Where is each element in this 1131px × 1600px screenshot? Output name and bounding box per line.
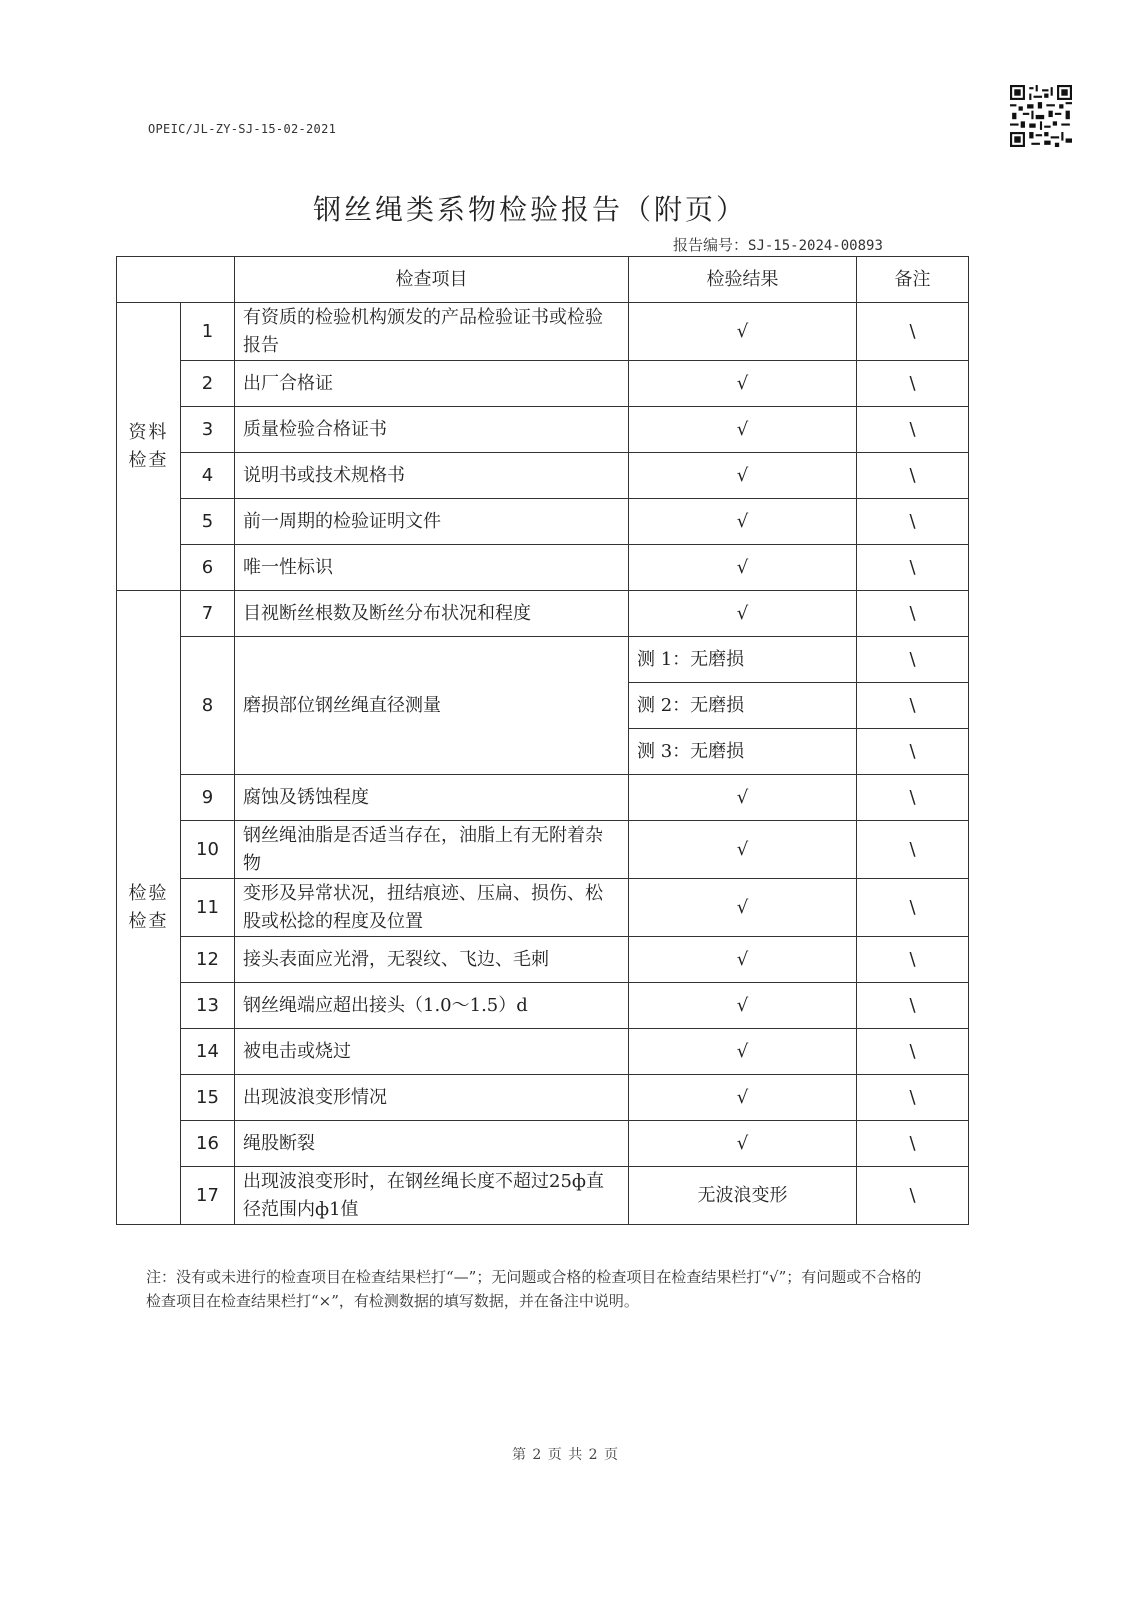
- table-row: [117, 937, 969, 983]
- header-item: 检查项目: [235, 257, 629, 303]
- row-result: √: [629, 453, 857, 499]
- row-remark: \: [857, 361, 969, 407]
- row-number: 8: [181, 637, 235, 775]
- row-item: 说明书或技术规格书: [235, 453, 629, 499]
- table-row: [117, 303, 969, 361]
- qr-code-icon: [1010, 85, 1072, 147]
- row-remark: \: [857, 545, 969, 591]
- row-result-measure-1: 测 1：无磨损: [629, 637, 857, 683]
- row-item: 钢丝绳端应超出接头（1.0～1.5）d: [235, 983, 629, 1029]
- table-row: [117, 545, 969, 591]
- row-remark: \: [857, 937, 969, 983]
- row-number: 1: [181, 303, 235, 361]
- row-number: 6: [181, 545, 235, 591]
- row-item: 有资质的检验机构颁发的产品检验证书或检验报告: [235, 303, 629, 361]
- row-result: √: [629, 361, 857, 407]
- row-remark: \: [857, 821, 969, 879]
- table-row: [117, 1029, 969, 1075]
- row-remark: \: [857, 1029, 969, 1075]
- row-item: 被电击或烧过: [235, 1029, 629, 1075]
- row-remark: \: [857, 1121, 969, 1167]
- row-number: 3: [181, 407, 235, 453]
- row-remark: \: [857, 407, 969, 453]
- row-result: √: [629, 775, 857, 821]
- row-result: √: [629, 821, 857, 879]
- table-row: [117, 499, 969, 545]
- row-result: √: [629, 1029, 857, 1075]
- row-remark: \: [857, 683, 969, 729]
- row-remark: \: [857, 499, 969, 545]
- row-number: 12: [181, 937, 235, 983]
- document-code: OPEIC/JL-ZY-SJ-15-02-2021: [148, 122, 337, 136]
- table-row: [117, 1167, 969, 1225]
- table-row: [117, 821, 969, 879]
- row-result: √: [629, 879, 857, 937]
- row-result: 无波浪变形: [629, 1167, 857, 1225]
- row-number: 15: [181, 1075, 235, 1121]
- document-title: 钢丝绳类系物检验报告（附页）: [312, 193, 747, 226]
- table-row: [117, 361, 969, 407]
- table-row: [117, 1075, 969, 1121]
- group-inspection: 检验检查: [117, 591, 181, 1225]
- row-result: √: [629, 983, 857, 1029]
- row-item: 变形及异常状况，扭结痕迹、压扁、损伤、松股或松捻的程度及位置: [235, 879, 629, 937]
- row-item: 前一周期的检验证明文件: [235, 499, 629, 545]
- row-result: √: [629, 1075, 857, 1121]
- row-number: 2: [181, 361, 235, 407]
- row-remark: \: [857, 879, 969, 937]
- row-result-measure-3: 测 3：无磨损: [629, 729, 857, 775]
- row-item: 接头表面应光滑，无裂纹、飞边、毛刺: [235, 937, 629, 983]
- report-number-label: 报告编号：: [673, 236, 749, 254]
- row-number: 14: [181, 1029, 235, 1075]
- row-result: √: [629, 407, 857, 453]
- table-row: [117, 775, 969, 821]
- row-remark: \: [857, 637, 969, 683]
- row-remark: \: [857, 303, 969, 361]
- row-remark: \: [857, 453, 969, 499]
- row-number: 5: [181, 499, 235, 545]
- row-item: 出厂合格证: [235, 361, 629, 407]
- row-item: 出现波浪变形情况: [235, 1075, 629, 1121]
- inspection-table: [116, 256, 969, 1225]
- row-remark: \: [857, 729, 969, 775]
- footnote: 注：没有或未进行的检查项目在检查结果栏打“—”；无问题或合格的检查项目在检查结果栏打“√”；有问题或不合格的检查项目在检查结果栏打“×”，有检测数据的填写数据，并在备注中说明。: [146, 1268, 922, 1310]
- row-number: 17: [181, 1167, 235, 1225]
- row-item: 唯一性标识: [235, 545, 629, 591]
- row-number: 10: [181, 821, 235, 879]
- table-row: [117, 879, 969, 937]
- row-remark: \: [857, 1075, 969, 1121]
- header-remark: 备注: [857, 257, 969, 303]
- group-docs: 资料检查: [117, 303, 181, 591]
- row-result: √: [629, 1121, 857, 1167]
- row-result-measure-2: 测 2：无磨损: [629, 683, 857, 729]
- report-number: [673, 234, 883, 255]
- header-result: 检验结果: [629, 257, 857, 303]
- row-number: 11: [181, 879, 235, 937]
- table-row: [117, 407, 969, 453]
- row-result: √: [629, 499, 857, 545]
- row-item: 磨损部位钢丝绳直径测量: [235, 637, 629, 775]
- row-item: 腐蚀及锈蚀程度: [235, 775, 629, 821]
- table-row: [117, 1121, 969, 1167]
- row-number: 9: [181, 775, 235, 821]
- row-item: 出现波浪变形时，在钢丝绳长度不超过25ф直径范围内ф1值: [235, 1167, 629, 1225]
- row-number: 16: [181, 1121, 235, 1167]
- row-result: √: [629, 303, 857, 361]
- row-remark: \: [857, 983, 969, 1029]
- row-item: 目视断丝根数及断丝分布状况和程度: [235, 591, 629, 637]
- table-row: [117, 591, 969, 637]
- row-number: 4: [181, 453, 235, 499]
- report-number-value: SJ-15-2024-00893: [748, 238, 883, 254]
- row-item: 质量检验合格证书: [235, 407, 629, 453]
- table-header-row: [117, 257, 969, 303]
- row-result: √: [629, 545, 857, 591]
- row-remark: \: [857, 775, 969, 821]
- row-number: 13: [181, 983, 235, 1029]
- table-row: [117, 637, 969, 683]
- page-number: 第 2 页 共 2 页: [511, 1447, 620, 1463]
- table-row: [117, 453, 969, 499]
- row-item: 绳股断裂: [235, 1121, 629, 1167]
- row-item: 钢丝绳油脂是否适当存在，油脂上有无附着杂物: [235, 821, 629, 879]
- row-remark: \: [857, 591, 969, 637]
- row-result: √: [629, 591, 857, 637]
- table-row: [117, 983, 969, 1029]
- row-remark: \: [857, 1167, 969, 1225]
- row-result: √: [629, 937, 857, 983]
- header-blank-cell: [117, 257, 235, 303]
- row-number: 7: [181, 591, 235, 637]
